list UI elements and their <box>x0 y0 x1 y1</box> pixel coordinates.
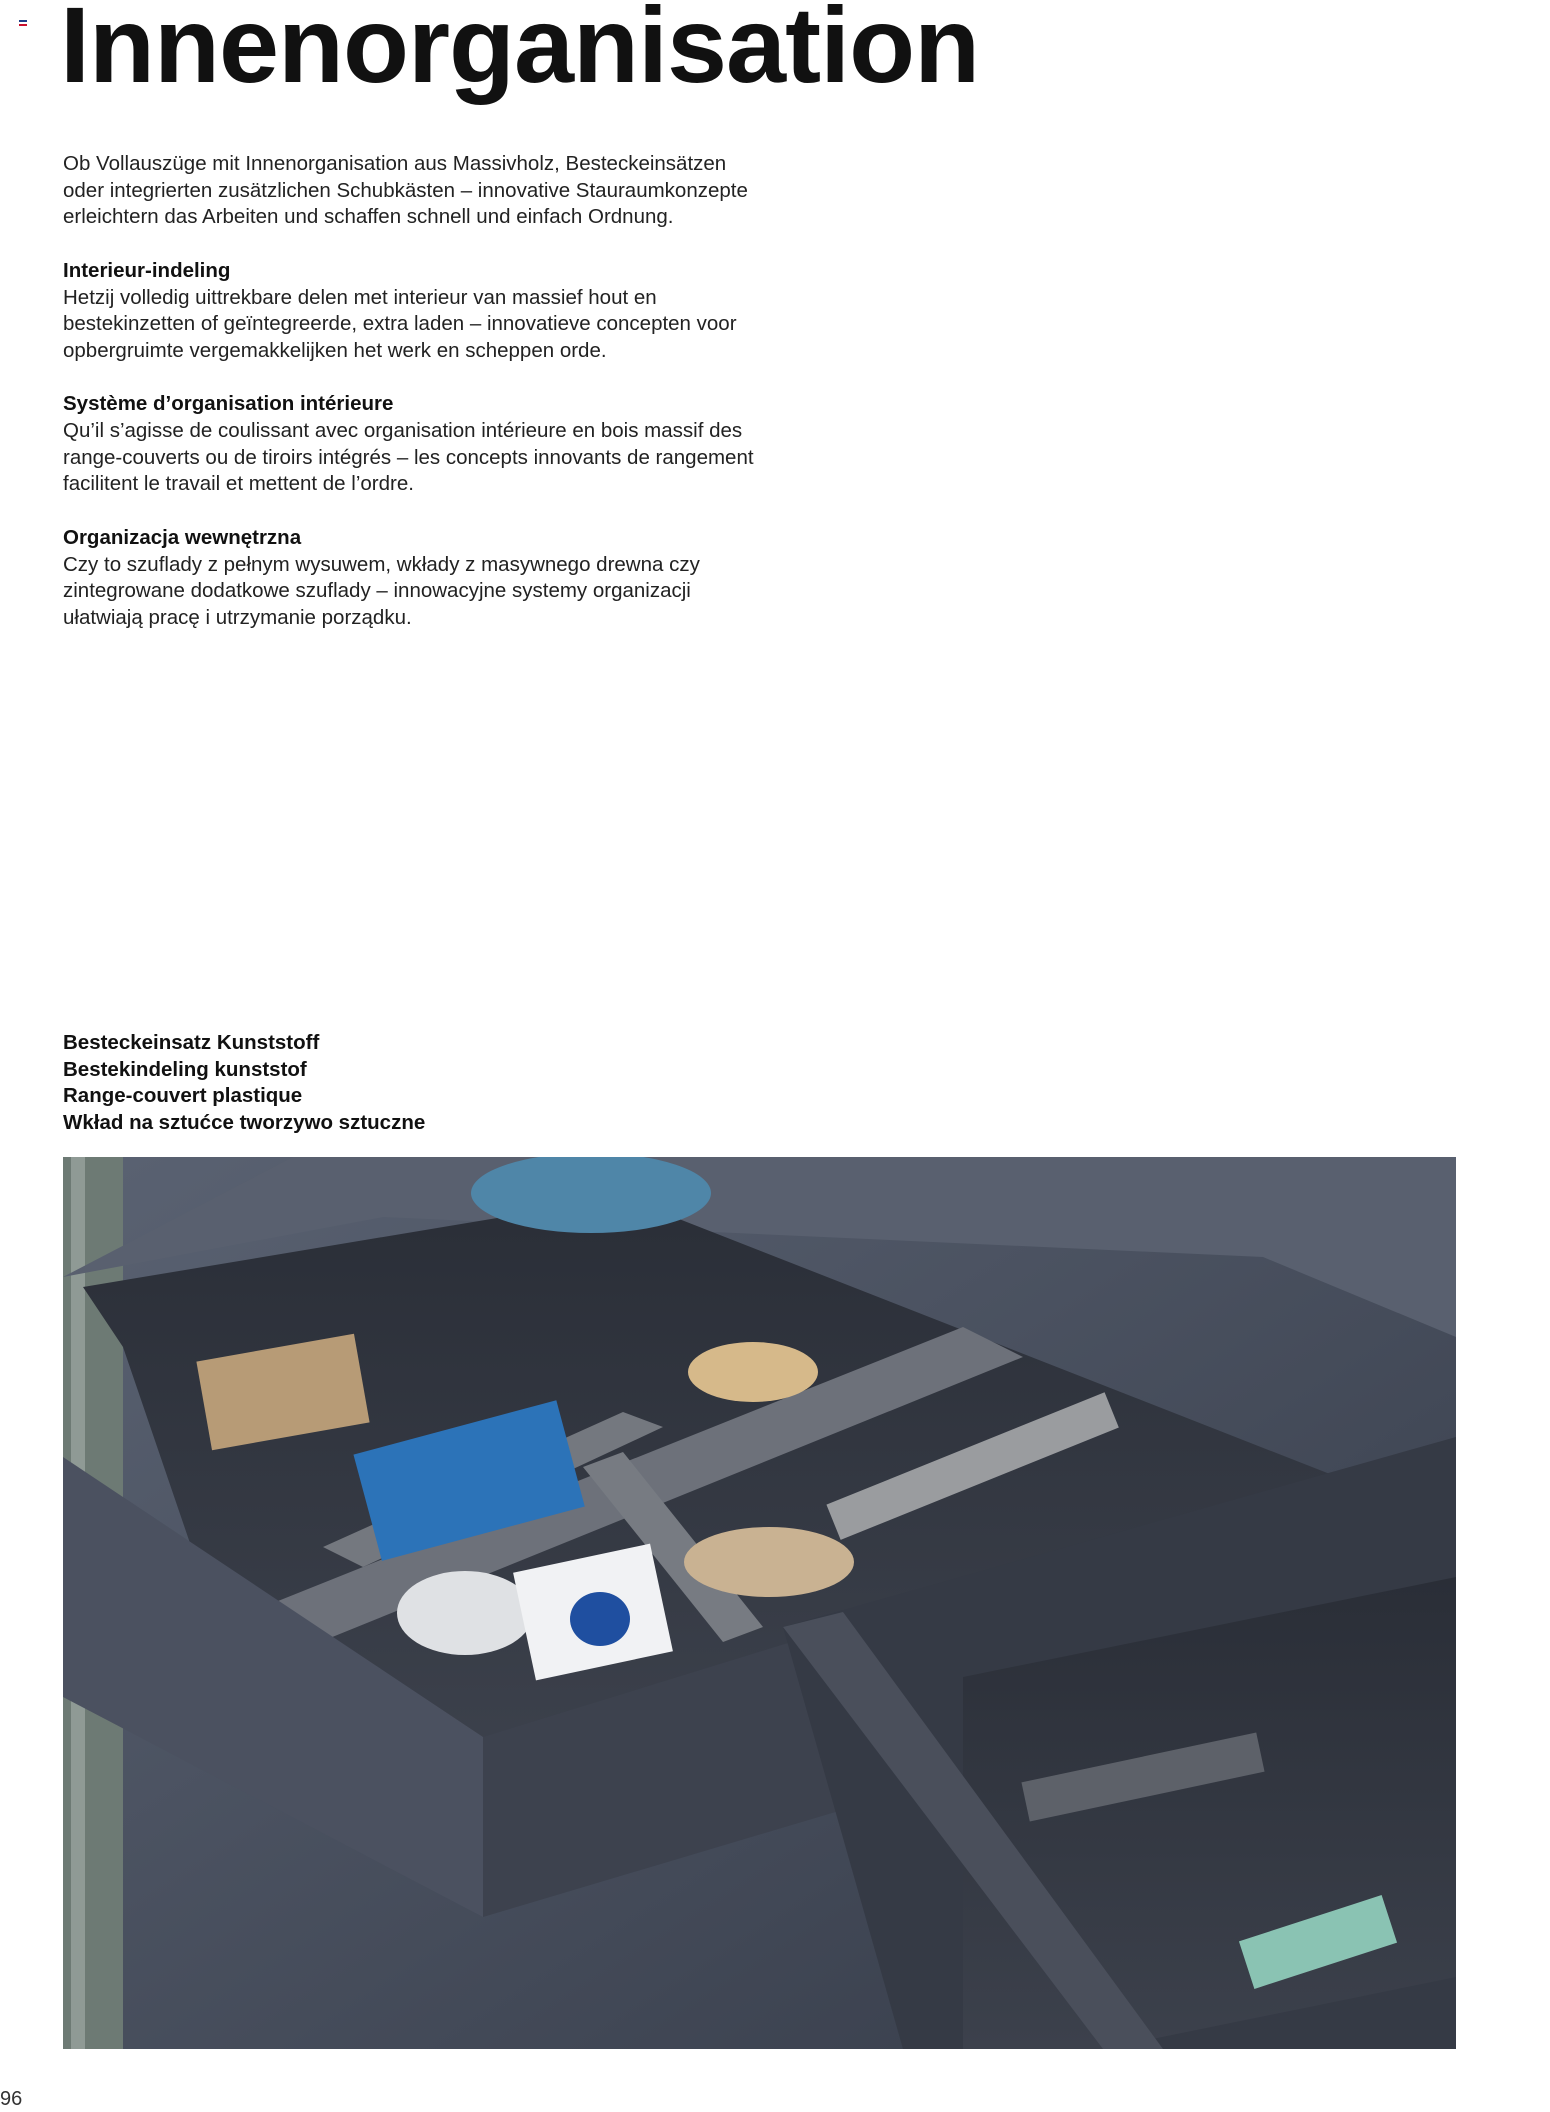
blue-label <box>570 1592 630 1646</box>
intro-text <box>63 151 763 658</box>
caption-fr: Range-couvert plastique <box>63 1084 303 1107</box>
scissors <box>684 1527 854 1597</box>
caption-nl: Bestekindeling kunststof <box>63 1057 307 1081</box>
intro-heading-nl: Interieur-indeling <box>63 258 231 282</box>
intro-paragraph-pl <box>63 525 763 632</box>
intro-body-pl: Czy to szuflady z pełnym wysuwem, wkłady z masywnego drewna czy zintegrowane dodatkowe szuflady – innowacyjne systemy organizacji ułatwiają pracę i utrzymanie porządku. <box>63 552 700 629</box>
intro-heading-fr: Système d’organisation intérieure <box>63 392 394 416</box>
white-tin <box>397 1571 533 1655</box>
intro-body-nl: Hetzij volledig uittrekbare delen met interieur van massief hout en bestekinzetten of geïntegreerde, extra laden – innovatieve concepten voor opbergruimte vergemakkelijken het werk en scheppen orde. <box>63 285 737 362</box>
intro-paragraph-nl <box>63 258 763 365</box>
page-title: Innenorganisation <box>60 0 980 105</box>
page-number: 96 <box>0 2088 23 2110</box>
language-flag-icon <box>19 20 27 26</box>
photo-caption <box>63 1030 425 1136</box>
intro-heading-pl: Organizacja wewnętrzna <box>63 525 302 549</box>
intro-body-de: Ob Vollauszüge mit Innenorganisation aus Massivholz, Besteckeinsätzen oder integrierten zusätzlichen Schubkästen – innovative Stauraumkonzepte erleichtern das Arbeiten und schaffen schnell und einfach Ordnung. <box>63 152 748 229</box>
caption-pl: Wkład na sztućce tworzywo sztuczne <box>63 1110 426 1134</box>
intro-paragraph-de <box>63 151 763 231</box>
intro-paragraph-fr <box>63 391 763 498</box>
intro-body-fr: Qu’il s’agisse de coulissant avec organisation intérieure en bois massif des range-couverts ou de tiroirs intégrés – les concepts innovants de rangement facilitent le travail et mettent de l’ordre. <box>63 419 754 496</box>
drawer-photo <box>63 1157 1456 2049</box>
caption-de: Besteckeinsatz Kunststoff <box>63 1031 320 1054</box>
drawer-illustration <box>63 1157 1456 2049</box>
wooden-bowl <box>688 1342 818 1402</box>
